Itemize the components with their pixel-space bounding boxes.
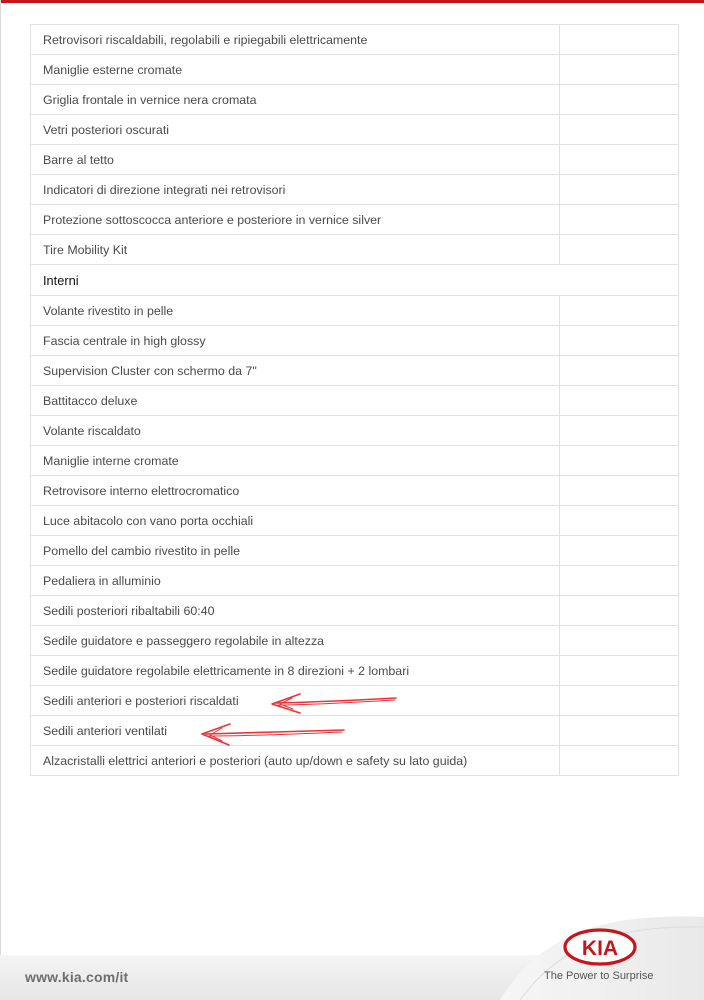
feature-label: Luce abitacolo con vano porta occhiali xyxy=(31,506,560,536)
feature-label: Fascia centrale in high glossy xyxy=(31,326,560,356)
feature-value-cell xyxy=(560,716,679,746)
table-row xyxy=(31,296,679,326)
table-row xyxy=(31,656,679,686)
feature-label: Maniglie interne cromate xyxy=(31,446,560,476)
section-header-row xyxy=(31,265,679,296)
feature-label: Pedaliera in alluminio xyxy=(31,566,560,596)
feature-value-cell xyxy=(560,476,679,506)
table-row xyxy=(31,536,679,566)
feature-value-cell xyxy=(560,686,679,716)
feature-label: Vetri posteriori oscurati xyxy=(31,115,560,145)
feature-label: Retrovisore interno elettrocromatico xyxy=(31,476,560,506)
feature-value-cell xyxy=(560,386,679,416)
feature-label: Tire Mobility Kit xyxy=(31,235,560,265)
kia-logo xyxy=(562,927,638,967)
feature-value-cell xyxy=(560,356,679,386)
table-row xyxy=(31,115,679,145)
feature-value-cell xyxy=(560,566,679,596)
table-row xyxy=(31,446,679,476)
feature-value-cell xyxy=(560,416,679,446)
feature-label: Retrovisori riscaldabili, regolabili e ripiegabili elettricamente xyxy=(31,25,560,55)
table-row xyxy=(31,386,679,416)
feature-label: Battitacco deluxe xyxy=(31,386,560,416)
feature-label: Supervision Cluster con schermo da 7" xyxy=(31,356,560,386)
feature-value-cell xyxy=(560,175,679,205)
feature-label: Maniglie esterne cromate xyxy=(31,55,560,85)
feature-label: Sedili anteriori ventilati xyxy=(31,716,560,746)
table-row xyxy=(31,626,679,656)
table-row xyxy=(31,55,679,85)
feature-value-cell xyxy=(560,205,679,235)
table-row xyxy=(31,686,679,716)
table-row xyxy=(31,235,679,265)
feature-label: Volante riscaldato xyxy=(31,416,560,446)
table-row xyxy=(31,356,679,386)
website-url[interactable]: www.kia.com/it xyxy=(25,969,129,985)
feature-value-cell xyxy=(560,296,679,326)
feature-label: Volante rivestito in pelle xyxy=(31,296,560,326)
top-accent-bar xyxy=(0,0,704,3)
feature-value-cell xyxy=(560,25,679,55)
feature-value-cell xyxy=(560,746,679,776)
table-row xyxy=(31,746,679,776)
table-row xyxy=(31,326,679,356)
feature-label: Indicatori di direzione integrati nei retrovisori xyxy=(31,175,560,205)
table-row xyxy=(31,175,679,205)
feature-label: Sedile guidatore regolabile elettricamente in 8 direzioni + 2 lombari xyxy=(31,656,560,686)
feature-value-cell xyxy=(560,55,679,85)
feature-label: Sedili posteriori ribaltabili 60:40 xyxy=(31,596,560,626)
table-row xyxy=(31,476,679,506)
feature-label: Griglia frontale in vernice nera cromata xyxy=(31,85,560,115)
feature-label: Sedile guidatore e passeggero regolabile in altezza xyxy=(31,626,560,656)
feature-label: Alzacristalli elettrici anteriori e posteriori (auto up/down e safety su lato guida) xyxy=(31,746,560,776)
table-row xyxy=(31,25,679,55)
table-row xyxy=(31,416,679,446)
feature-label: Pomello del cambio rivestito in pelle xyxy=(31,536,560,566)
table-row xyxy=(31,566,679,596)
feature-value-cell xyxy=(560,656,679,686)
section-title: Interni xyxy=(31,265,679,296)
feature-value-cell xyxy=(560,326,679,356)
feature-label: Sedili anteriori e posteriori riscaldati xyxy=(31,686,560,716)
logo-text: KIA xyxy=(581,937,619,960)
feature-value-cell xyxy=(560,145,679,175)
feature-value-cell xyxy=(560,115,679,145)
feature-value-cell xyxy=(560,85,679,115)
feature-value-cell xyxy=(560,536,679,566)
feature-value-cell xyxy=(560,446,679,476)
table-row xyxy=(31,596,679,626)
table-row xyxy=(31,145,679,175)
page-left-edge xyxy=(0,0,1,1000)
table-row xyxy=(31,205,679,235)
table-row xyxy=(31,85,679,115)
feature-label: Barre al tetto xyxy=(31,145,560,175)
table-row xyxy=(31,506,679,536)
feature-value-cell xyxy=(560,626,679,656)
feature-value-cell xyxy=(560,506,679,536)
equipment-table xyxy=(30,24,679,776)
feature-label: Protezione sottoscocca anteriore e posteriore in vernice silver xyxy=(31,205,560,235)
page-footer xyxy=(0,905,704,1000)
brand-slogan: The Power to Surprise xyxy=(544,970,654,982)
feature-value-cell xyxy=(560,235,679,265)
feature-value-cell xyxy=(560,596,679,626)
table-row xyxy=(31,716,679,746)
